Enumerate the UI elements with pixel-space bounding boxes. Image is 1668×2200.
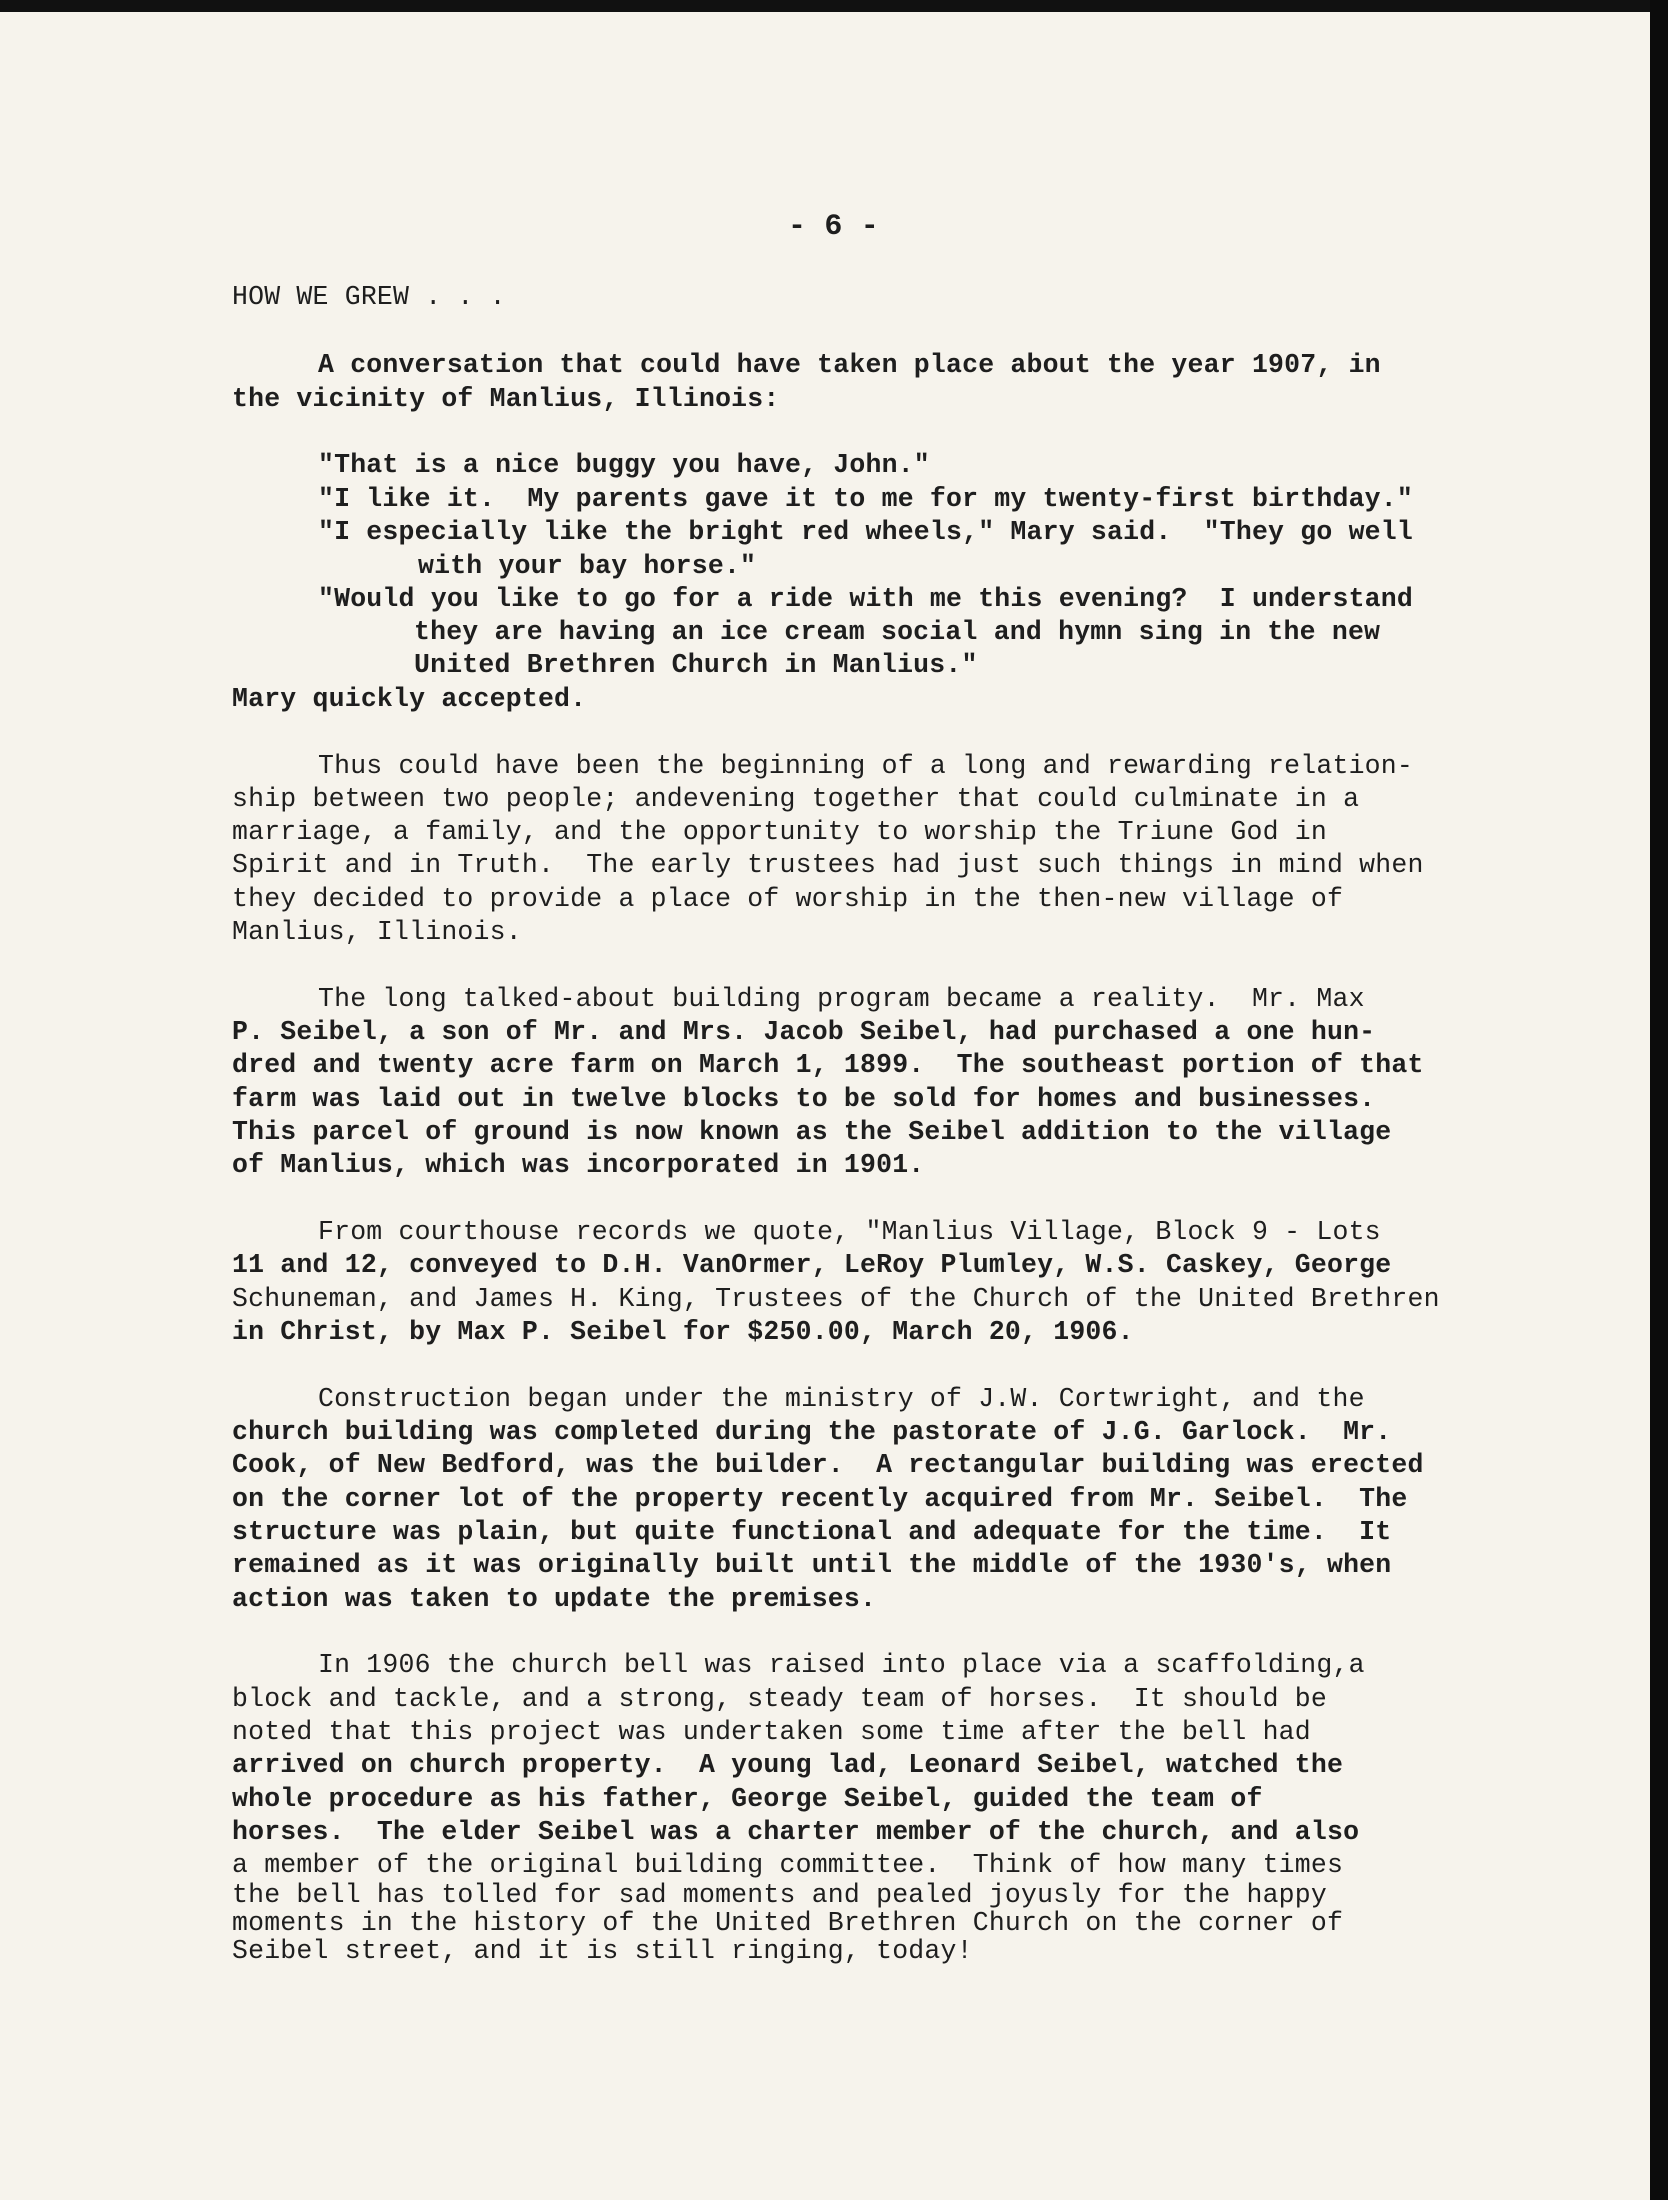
paragraph-5-line: Cook, of New Bedford, was the builder. A rectangular building was erected	[232, 1450, 1424, 1480]
paragraph-5-line: on the corner lot of the property recently acquired from Mr. Seibel. The	[232, 1484, 1408, 1514]
paragraph-3-line: of Manlius, which was incorporated in 1901.	[232, 1150, 925, 1180]
paragraph-5-line: structure was plain, but quite functional and adequate for the time. It	[232, 1517, 1392, 1547]
dialog-line: United Brethren Church in Manlius."	[414, 650, 978, 680]
paragraph-2-line: marriage, a family, and the opportunity to worship the Triune God in	[232, 817, 1327, 847]
section-heading: HOW WE GREW . . .	[232, 282, 506, 312]
paragraph-5-line: Construction began under the ministry of J.W. Cortwright, and the	[318, 1384, 1365, 1414]
scan-edge	[1650, 0, 1668, 2200]
paragraph-6-line: arrived on church property. A young lad, Leonard Seibel, watched the	[232, 1750, 1344, 1780]
paragraph-6-line: noted that this project was undertaken some time after the bell had	[232, 1717, 1311, 1747]
paragraph-6-line: Seibel street, and it is still ringing, today!	[232, 1936, 973, 1966]
paragraph-5-line: church building was completed during the pastorate of J.G. Garlock. Mr.	[232, 1417, 1392, 1447]
paragraph-5-line: remained as it was originally built until the middle of the 1930's, when	[232, 1550, 1392, 1580]
paragraph-4-line: 11 and 12, conveyed to D.H. VanOrmer, LeRoy Plumley, W.S. Caskey, George	[232, 1250, 1392, 1280]
dialog-line: Mary quickly accepted.	[232, 684, 587, 714]
paragraph-4-line: From courthouse records we quote, "Manlius Village, Block 9 - Lots	[318, 1217, 1381, 1247]
document-page	[0, 12, 1652, 2200]
paragraph-6-line: block and tackle, and a strong, steady team of horses. It should be	[232, 1684, 1327, 1714]
paragraph-2-line: Spirit and in Truth. The early trustees had just such things in mind when	[232, 850, 1424, 880]
paragraph-3-line: farm was laid out in twelve blocks to be sold for homes and businesses.	[232, 1084, 1376, 1114]
dialog-line: "I like it. My parents gave it to me for my twenty-first birthday."	[318, 484, 1413, 514]
paragraph-3-line: This parcel of ground is now known as the Seibel addition to the village	[232, 1117, 1392, 1147]
dialog-line: with your bay horse."	[418, 551, 757, 581]
paragraph-4-line: in Christ, by Max P. Seibel for $250.00, March 20, 1906.	[232, 1317, 1134, 1347]
paragraph-2-line: ship between two people; andevening together that could culminate in a	[232, 784, 1360, 814]
dialog-line: they are having an ice cream social and hymn sing in the new	[414, 617, 1381, 647]
paragraph-5-line: action was taken to update the premises.	[232, 1584, 877, 1614]
paragraph-3-line: dred and twenty acre farm on March 1, 1899. The southeast portion of that	[232, 1050, 1424, 1080]
paragraph-6-line: moments in the history of the United Brethren Church on the corner of	[232, 1908, 1344, 1938]
paragraph-6-line: a member of the original building committee. Think of how many times	[232, 1850, 1344, 1880]
paragraph-3-line: P. Seibel, a son of Mr. and Mrs. Jacob Seibel, had purchased a one hun-	[232, 1017, 1376, 1047]
dialog-line: "I especially like the bright red wheels," Mary said. "They go well	[318, 517, 1413, 547]
paragraph-1-line: the vicinity of Manlius, Illinois:	[232, 384, 780, 414]
dialog-line: "Would you like to go for a ride with me this evening? I understand	[318, 584, 1413, 614]
paragraph-2-line: Thus could have been the beginning of a long and rewarding relation-	[318, 751, 1413, 781]
dialog-line: "That is a nice buggy you have, John."	[318, 450, 930, 480]
paragraph-2-line: they decided to provide a place of worship in the then-new village of	[232, 884, 1344, 914]
paragraph-6-line: the bell has tolled for sad moments and pealed joyusly for the happy	[232, 1880, 1327, 1910]
paragraph-2-line: Manlius, Illinois.	[232, 917, 522, 947]
paragraph-3-line: The long talked-about building program became a reality. Mr. Max	[318, 984, 1365, 1014]
paragraph-4-line: Schuneman, and James H. King, Trustees of the Church of the United Brethren	[232, 1284, 1440, 1314]
paragraph-6-line: whole procedure as his father, George Seibel, guided the team of	[232, 1784, 1263, 1814]
paragraph-6-line: horses. The elder Seibel was a charter member of the church, and also	[232, 1817, 1360, 1847]
page-number: - 6 -	[788, 210, 880, 244]
paragraph-1-line: A conversation that could have taken place about the year 1907, in	[318, 350, 1381, 380]
paragraph-6-line: In 1906 the church bell was raised into place via a scaffolding,a	[318, 1650, 1365, 1680]
